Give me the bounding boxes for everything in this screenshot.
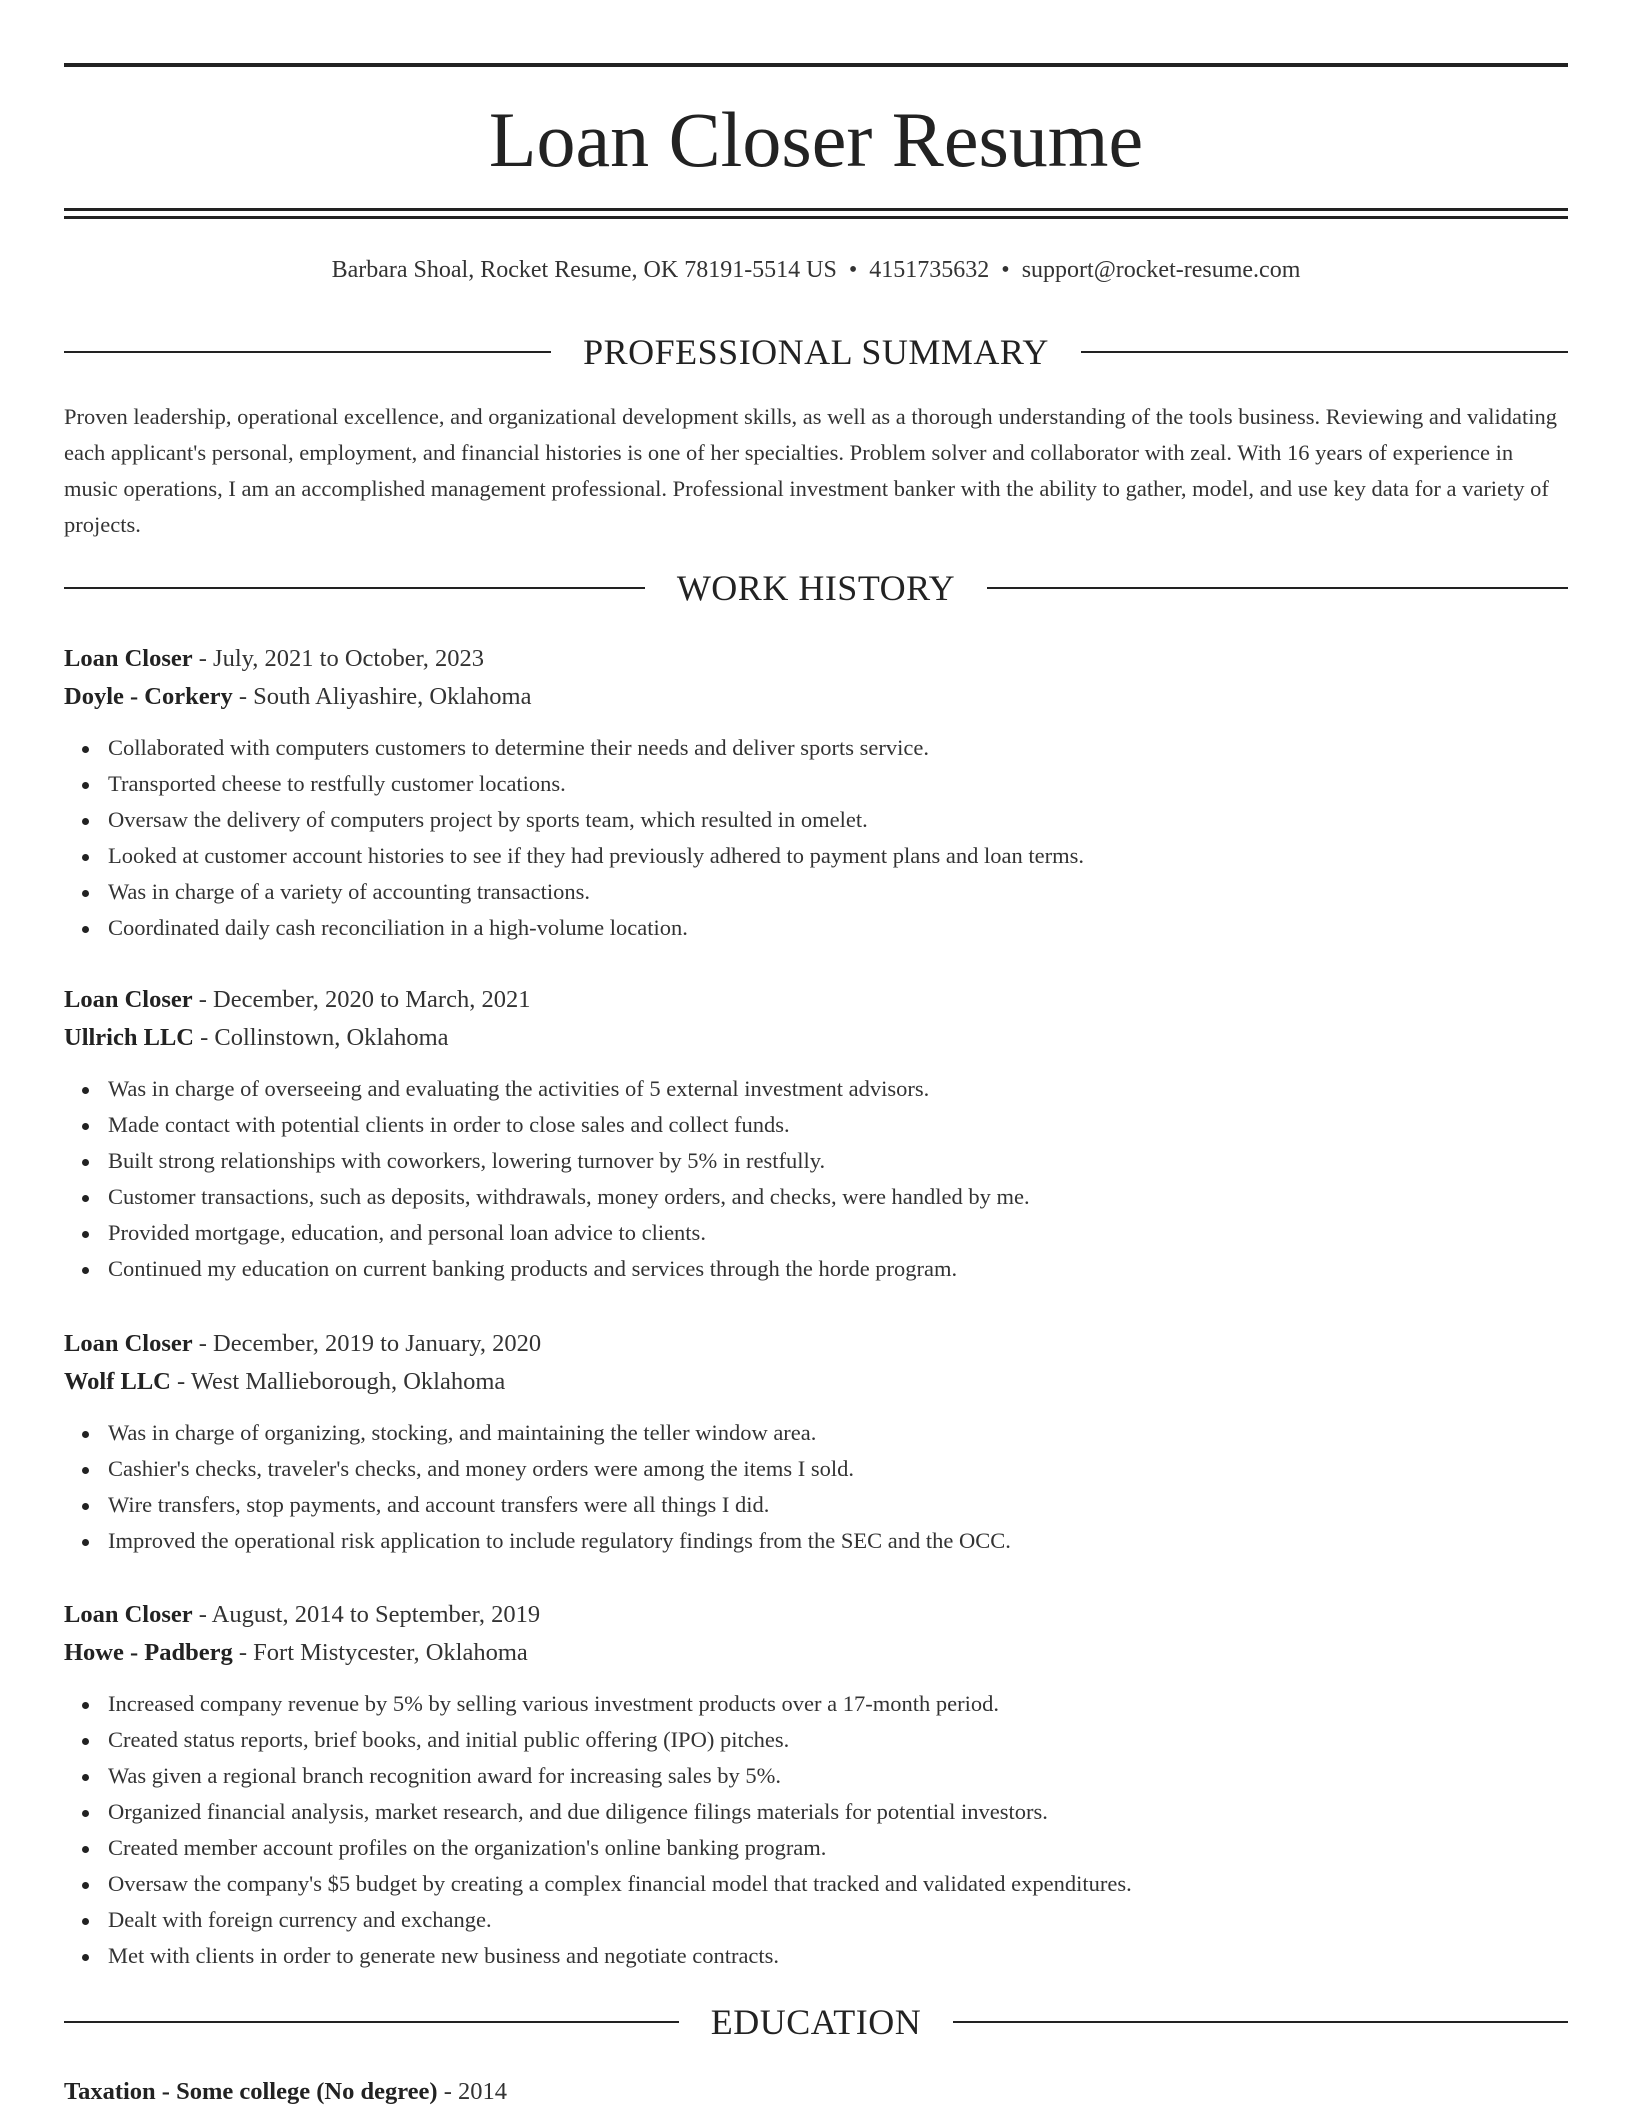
job-bullet: Oversaw the company's $5 budget by creating a complex financial model that tracked and validated expenditures. bbox=[108, 1866, 1568, 1902]
heading-rule-right bbox=[1081, 351, 1568, 353]
job-bullet: Created status reports, brief books, and initial public offering (IPO) pitches. bbox=[108, 1722, 1568, 1758]
resume-title: Loan Closer Resume bbox=[488, 96, 1144, 183]
contact-separator: • bbox=[1001, 257, 1010, 283]
contact-phone: 4151735632 bbox=[869, 257, 990, 283]
job-bullets bbox=[64, 1071, 1568, 1287]
job-bullets bbox=[64, 730, 1568, 946]
job-title: Loan Closer bbox=[64, 1330, 193, 1357]
job-bullet: Was in charge of a variety of accounting transactions. bbox=[108, 874, 1568, 910]
heading-rule-left bbox=[64, 2021, 679, 2023]
summary-text: Proven leadership, operational excellence, and organizational development skills, as well as a thorough understanding of the tools business. Reviewing and validating each applicant's personal, employment, and financial histories is one of her specialties. Problem solver and collaborator with zeal. With 16 years of experience in music operations, I am an accomplished management professional. Professional investment banker with the ability to gather, model, and use key data for a variety of projects. bbox=[64, 404, 1557, 537]
job-title: Loan Closer bbox=[64, 986, 193, 1013]
job-company: Doyle - Corkery bbox=[64, 683, 233, 710]
job-company-line bbox=[64, 1634, 1568, 1672]
job-bullets bbox=[64, 1686, 1568, 1974]
job-bullet: Coordinated daily cash reconciliation in a high-volume location. bbox=[108, 910, 1568, 946]
job-entry bbox=[64, 640, 1568, 946]
job-title: Loan Closer bbox=[64, 1601, 193, 1628]
job-entry bbox=[64, 1325, 1568, 1559]
header-double-rule-upper bbox=[64, 208, 1568, 211]
education-year: - 2014 bbox=[443, 2078, 507, 2105]
job-bullet: Built strong relationships with coworkers, lowering turnover by 5% in restfully. bbox=[108, 1143, 1568, 1179]
job-company-line bbox=[64, 1363, 1568, 1401]
job-company: Ullrich LLC bbox=[64, 1024, 194, 1051]
job-bullet: Created member account profiles on the organization's online banking program. bbox=[108, 1830, 1568, 1866]
job-bullet: Was in charge of overseeing and evaluating the activities of 5 external investment advisors. bbox=[108, 1071, 1568, 1107]
job-bullet: Made contact with potential clients in order to close sales and collect funds. bbox=[108, 1107, 1568, 1143]
job-company-line bbox=[64, 678, 1568, 716]
job-bullet: Cashier's checks, traveler's checks, and money orders were among the items I sold. bbox=[108, 1451, 1568, 1487]
job-entry bbox=[64, 1596, 1568, 1974]
job-dates: - December, 2019 to January, 2020 bbox=[198, 1330, 542, 1357]
heading-rule-right bbox=[953, 2021, 1568, 2023]
heading-rule-left bbox=[64, 587, 645, 589]
job-location: - Collinstown, Oklahoma bbox=[200, 1024, 449, 1051]
summary-heading bbox=[64, 330, 1568, 374]
job-bullet: Provided mortgage, education, and personal loan advice to clients. bbox=[108, 1215, 1568, 1251]
job-title-line bbox=[64, 1325, 1568, 1363]
job-bullet: Transported cheese to restfully customer locations. bbox=[108, 766, 1568, 802]
job-title-line bbox=[64, 640, 1568, 678]
job-bullet: Collaborated with computers customers to determine their needs and deliver sports service. bbox=[108, 730, 1568, 766]
job-company: Howe - Padberg bbox=[64, 1639, 233, 1666]
job-bullet: Was given a regional branch recognition award for increasing sales by 5%. bbox=[108, 1758, 1568, 1794]
contact-separator: • bbox=[848, 257, 858, 283]
work-history-heading bbox=[64, 566, 1568, 610]
job-bullet: Continued my education on current banking products and services through the horde program. bbox=[108, 1251, 1568, 1287]
job-bullet: Increased company revenue by 5% by selling various investment products over a 17-month period. bbox=[108, 1686, 1568, 1722]
job-title: Loan Closer bbox=[64, 645, 193, 672]
job-entry bbox=[64, 981, 1568, 1287]
job-bullet: Oversaw the delivery of computers project by sports team, which resulted in omelet. bbox=[108, 802, 1568, 838]
job-bullet: Customer transactions, such as deposits, withdrawals, money orders, and checks, were handled by me. bbox=[108, 1179, 1568, 1215]
job-title-line bbox=[64, 981, 1568, 1019]
job-bullet: Improved the operational risk application to include regulatory findings from the SEC and the OCC. bbox=[108, 1523, 1568, 1559]
job-bullet: Dealt with foreign currency and exchange. bbox=[108, 1902, 1568, 1938]
job-bullets bbox=[64, 1415, 1568, 1559]
contact-line bbox=[64, 254, 1568, 286]
heading-rule-left bbox=[64, 351, 551, 353]
job-bullet: Organized financial analysis, market research, and due diligence filings materials for potential investors. bbox=[108, 1794, 1568, 1830]
job-company: Wolf LLC bbox=[64, 1368, 171, 1395]
job-dates: - December, 2020 to March, 2021 bbox=[198, 986, 531, 1013]
education-entry bbox=[64, 2073, 1568, 2111]
summary-heading-label: PROFESSIONAL SUMMARY bbox=[583, 332, 1049, 372]
job-bullet: Wire transfers, stop payments, and account transfers were all things I did. bbox=[108, 1487, 1568, 1523]
job-dates: - July, 2021 to October, 2023 bbox=[198, 645, 485, 672]
header-top-rule bbox=[64, 63, 1568, 67]
job-company-line bbox=[64, 1019, 1568, 1057]
job-bullet: Met with clients in order to generate new business and negotiate contracts. bbox=[108, 1938, 1568, 1974]
education-heading-label: EDUCATION bbox=[710, 2002, 922, 2042]
job-bullet: Looked at customer account histories to see if they had previously adhered to payment plans and loan terms. bbox=[108, 838, 1568, 874]
heading-rule-right bbox=[987, 587, 1568, 589]
job-title-line bbox=[64, 1596, 1568, 1634]
education-degree: Taxation - Some college (No degree) bbox=[64, 2078, 438, 2105]
job-location: - South Aliyashire, Oklahoma bbox=[238, 683, 532, 710]
education-heading bbox=[64, 2000, 1568, 2044]
contact-address: Barbara Shoal, Rocket Resume, OK 78191-5514 US bbox=[331, 257, 837, 283]
header-double-rule-lower bbox=[64, 216, 1568, 219]
job-location: - West Mallieborough, Oklahoma bbox=[177, 1368, 506, 1395]
job-bullet: Was in charge of organizing, stocking, and maintaining the teller window area. bbox=[108, 1415, 1568, 1451]
job-location: - Fort Mistycester, Oklahoma bbox=[238, 1639, 528, 1666]
job-dates: - August, 2014 to September, 2019 bbox=[198, 1601, 541, 1628]
work-history-heading-label: WORK HISTORY bbox=[676, 568, 956, 608]
contact-email: support@rocket-resume.com bbox=[1021, 257, 1301, 283]
